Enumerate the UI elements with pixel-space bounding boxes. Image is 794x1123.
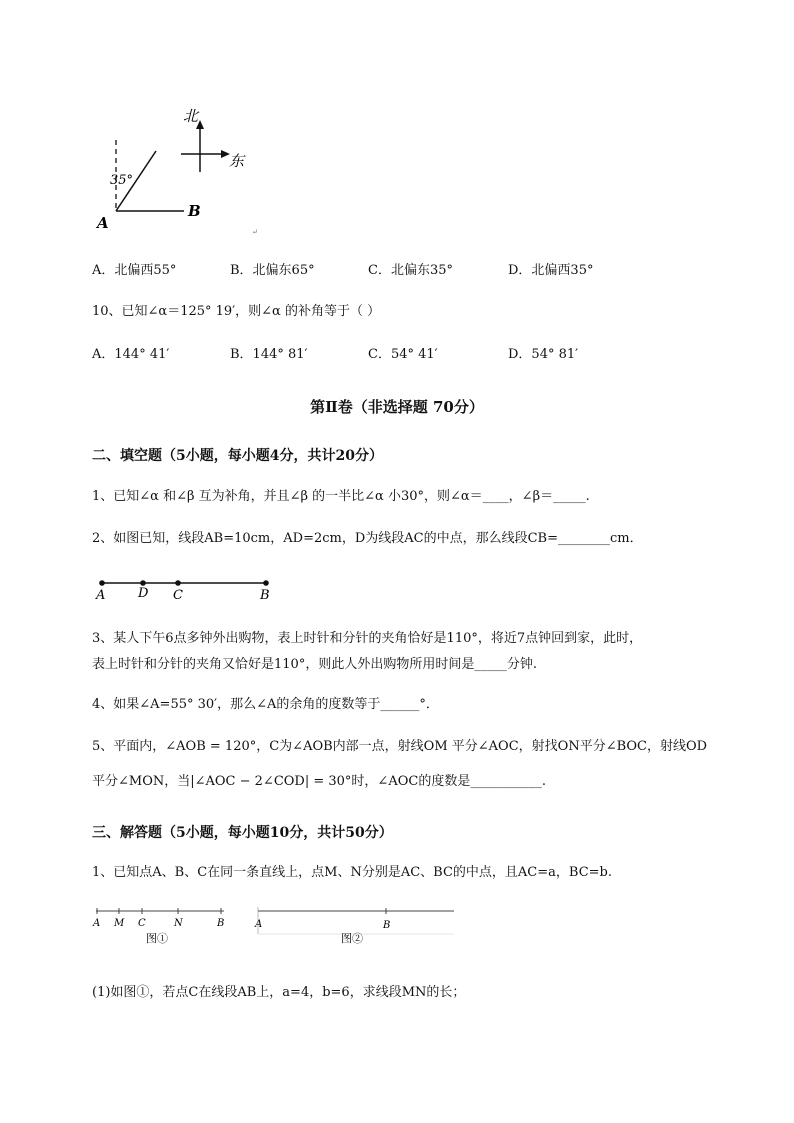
fig1-point-n: N (174, 918, 183, 929)
fill-heading: 二、填空题（5小题，每小题4分，共计20分） (92, 448, 383, 464)
solve-figures (90, 904, 460, 948)
q9-options (92, 262, 593, 280)
q9-option-d[interactable]: D．北偏西35° (508, 263, 594, 278)
fig1-point-b: B (217, 918, 225, 929)
point-a-dot (99, 580, 105, 586)
fig1-caption: 图① (146, 932, 168, 945)
fig2-caption: 图② (341, 932, 363, 945)
point-d-dot (140, 580, 146, 586)
point-c-dot (175, 580, 181, 586)
q10-option-b[interactable]: B．144° 81′ (230, 347, 308, 362)
fig2-point-a: A (255, 919, 263, 930)
fig1-point-m: M (114, 918, 125, 929)
point-b-dot (263, 580, 269, 586)
q10-text: 10、已知∠α＝125° 19′，则∠α 的补角等于（ ） (92, 304, 381, 319)
solve-q1: 1、已知点A、B、C在同一条直线上，点M、N分别是AC、BC的中点，且AC=a，BC=b. (92, 865, 612, 880)
fill-q2: 2、如图已知，线段AB=10cm，AD=2cm，D为线段AC的中点，那么线段CB=________cm． (92, 531, 643, 546)
q10-option-a[interactable]: A．144° 41′ (92, 347, 170, 362)
fill-q1: 1、已知∠α 和∠β 互为补角，并且∠β 的一半比∠α 小30°，则∠α＝____，∠β＝_____. (92, 489, 590, 504)
q9-direction-figure (90, 98, 270, 238)
fill-q5-line1: 5、平面内，∠AOB = 120°，C为∠AOB内部一点，射线OM 平分∠AOC，射找ON平分∠BOC，射线OD (92, 739, 708, 754)
q2-point-c: C (173, 588, 183, 603)
q10-option-c[interactable]: C．54° 41′ (368, 347, 438, 362)
point-a-label: A (97, 214, 109, 232)
point-b-label: B (188, 202, 201, 220)
fig1-point-a: A (93, 918, 101, 929)
q2-point-b: B (260, 588, 270, 603)
fig1-point-c: C (138, 918, 146, 929)
east-label: 东 (229, 152, 245, 170)
solve-q1-part1: (1)如图①，若点C在线段AB上，a=4，b=6，求线段MN的长； (92, 985, 466, 1000)
fill-q5-line2: 平分∠MON，当|∠AOC − 2∠COD| = 30°时，∠AOC的度数是___________. (92, 774, 546, 789)
q2-point-a: A (96, 588, 106, 603)
q9-option-a[interactable]: A．北偏西55° (92, 263, 177, 278)
q2-point-d: D (138, 586, 149, 601)
fig2-point-b: B (383, 920, 391, 931)
q10-options (92, 346, 578, 364)
q9-option-b[interactable]: B．北偏东65° (230, 263, 315, 278)
part2-title: 第Ⅱ卷（非选择题 70分） (310, 398, 484, 416)
solve-heading: 三、解答题（5小题，每小题10分，共计50分） (92, 825, 393, 841)
fill-q3-line2: 表上时针和分针的夹角又恰好是110°，则此人外出购物所用时间是_____分钟. (92, 657, 537, 672)
fill-q4: 4、如果∠A=55° 30′，那么∠A的余角的度数等于______°． (92, 697, 439, 712)
return-mark: ↵ (252, 228, 258, 236)
q2-segment-figure (92, 574, 282, 606)
angle-label: 35° (110, 173, 134, 188)
fill-q3-line1: 3、某人下午6点多钟外出购物，表上时针和分针的夹角恰好是110°，将近7点钟回到家，此时， (92, 631, 643, 646)
q10-option-d[interactable]: D．54° 81′ (508, 347, 579, 362)
q9-option-c[interactable]: C．北偏东35° (368, 263, 453, 278)
north-label: 北 (183, 107, 199, 125)
